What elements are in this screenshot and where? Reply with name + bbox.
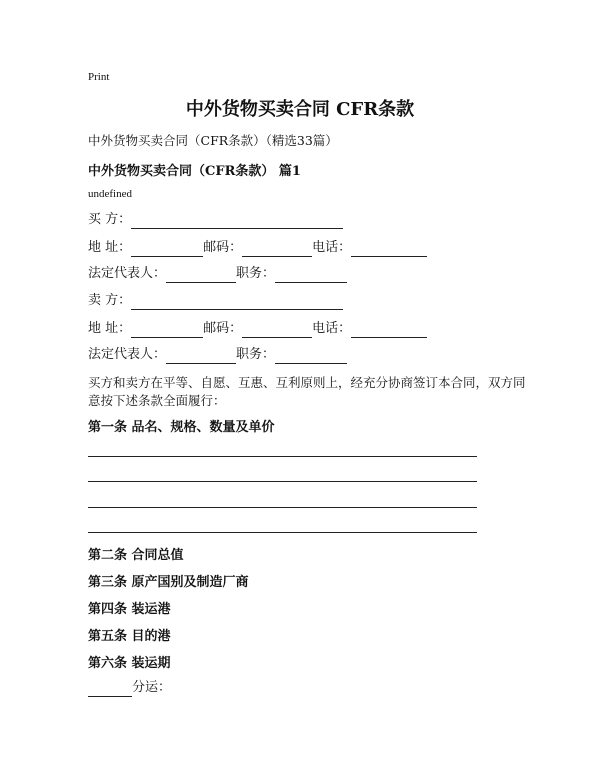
seller-position-label: 职务： bbox=[236, 347, 276, 362]
seller-address-blank[interactable] bbox=[131, 323, 203, 338]
buyer-rep-label: 法定代表人： bbox=[88, 266, 167, 281]
buyer-address-blank[interactable] bbox=[131, 242, 203, 257]
buyer-postcode-label: 邮码： bbox=[203, 240, 243, 255]
seller-row bbox=[88, 292, 343, 310]
seller-rep-blank[interactable] bbox=[166, 349, 236, 364]
undefined-text: undefined bbox=[88, 188, 132, 200]
buyer-postcode-blank[interactable] bbox=[242, 242, 312, 257]
seller-phone-blank[interactable] bbox=[351, 323, 427, 338]
seller-postcode-label: 邮码： bbox=[203, 321, 243, 336]
seller-rep-row bbox=[88, 346, 347, 364]
buyer-blank[interactable] bbox=[131, 214, 343, 229]
fill-line-2[interactable] bbox=[88, 481, 477, 482]
buyer-rep-row bbox=[88, 265, 347, 283]
document-title: 中外货物买卖合同 CFR条款 bbox=[185, 99, 415, 120]
seller-postcode-blank[interactable] bbox=[242, 323, 312, 338]
article-3: 第三条 原产国别及制造厂商 bbox=[88, 575, 249, 590]
buyer-phone-label: 电话： bbox=[312, 240, 352, 255]
article-6: 第六条 装运期 bbox=[88, 656, 171, 671]
seller-rep-label: 法定代表人： bbox=[88, 347, 167, 362]
batch-row bbox=[88, 679, 171, 697]
seller-address-row bbox=[88, 320, 427, 338]
fill-line-4[interactable] bbox=[88, 532, 477, 533]
batch-blank[interactable] bbox=[88, 682, 132, 697]
seller-address-label: 地 址： bbox=[88, 321, 132, 336]
article-4: 第四条 装运港 bbox=[88, 602, 171, 617]
seller-position-blank[interactable] bbox=[275, 349, 347, 364]
buyer-label: 买 方： bbox=[88, 212, 132, 227]
buyer-row bbox=[88, 211, 343, 229]
intro-paragraph: 买方和卖方在平等、自愿、互惠、互利原则上，经充分协商签订本合同，双方同意按下述条款全面履行： bbox=[88, 375, 526, 408]
fill-line-1[interactable] bbox=[88, 456, 477, 457]
buyer-phone-blank[interactable] bbox=[351, 242, 427, 257]
section-title: 中外货物买卖合同（CFR条款） 篇1 bbox=[88, 164, 301, 179]
seller-blank[interactable] bbox=[131, 295, 343, 310]
batch-label: 分运： bbox=[132, 680, 172, 695]
print-link[interactable]: Print bbox=[88, 71, 110, 83]
document-subtitle: 中外货物买卖合同（CFR条款）（精选33篇） bbox=[88, 133, 338, 148]
seller-label: 卖 方： bbox=[88, 293, 132, 308]
article-2: 第二条 合同总值 bbox=[88, 548, 184, 563]
article-1: 第一条 品名、规格、数量及单价 bbox=[88, 420, 275, 435]
fill-line-3[interactable] bbox=[88, 507, 477, 508]
buyer-address-row bbox=[88, 239, 427, 257]
buyer-position-label: 职务： bbox=[236, 266, 276, 281]
buyer-address-label: 地 址： bbox=[88, 240, 132, 255]
seller-phone-label: 电话： bbox=[312, 321, 352, 336]
article-5: 第五条 目的港 bbox=[88, 629, 171, 644]
buyer-position-blank[interactable] bbox=[275, 268, 347, 283]
buyer-rep-blank[interactable] bbox=[166, 268, 236, 283]
